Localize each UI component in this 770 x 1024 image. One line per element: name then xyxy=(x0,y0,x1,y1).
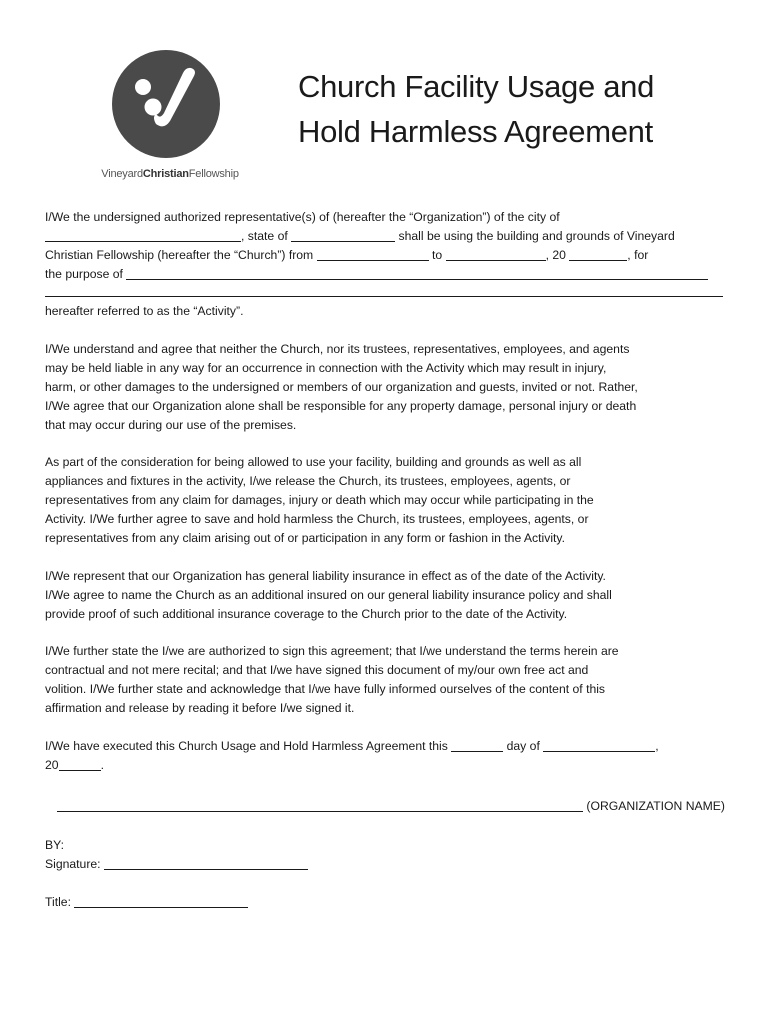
title-line-2: Hold Harmless Agreement xyxy=(298,114,653,149)
state-label: , state of xyxy=(241,229,288,243)
intro-line-3 xyxy=(45,246,725,265)
execution-day-field[interactable] xyxy=(451,738,503,752)
executed-text: I/We have executed this Church Usage and Hold Harmless Agreement this xyxy=(45,738,448,753)
by-label: BY: xyxy=(45,837,64,852)
intro-line-2-text: shall be using the building and grounds of Vineyard xyxy=(398,229,675,243)
logo-text-vineyard: Vineyard xyxy=(101,168,143,180)
vineyard-logo-mark xyxy=(112,50,220,158)
vineyard-logo-wordmark xyxy=(85,168,255,180)
intro-line-6: hereafter referred to as the “Activity”. xyxy=(45,304,244,318)
intro-line-1: I/We the undersigned authorized representative(s) of (hereafter the “Organization”) of the city of xyxy=(45,210,560,224)
title-field[interactable] xyxy=(74,894,248,908)
agreement-body xyxy=(45,208,725,912)
from-date-field[interactable] xyxy=(317,247,429,261)
purpose-field-continuation[interactable] xyxy=(45,284,723,297)
organization-name-field[interactable] xyxy=(57,798,583,812)
paragraph-line: I/We agree that our Organization alone shall be responsible for any property damage, personal injury or death xyxy=(45,398,637,413)
logo-text-fellowship: Fellowship xyxy=(188,168,239,180)
paragraph-line: that may occur during our use of the premises. xyxy=(45,417,297,432)
paragraph-line: I/We agree to name the Church as an additional insured on our general liability insurance policy and shall xyxy=(45,587,612,602)
execution-line-1 xyxy=(45,737,725,756)
paragraph-line: As part of the consideration for being allowed to use your facility, building and grounds as well as all xyxy=(45,455,582,469)
title-label: Title: xyxy=(45,894,71,909)
paragraph-line: Activity. I/We further agree to save and hold harmless the Church, its trustees, employees, agents, or xyxy=(45,512,589,526)
paragraph-line: I/We represent that our Organization has general liability insurance in effect as of the date of the Activity. xyxy=(45,568,606,583)
paragraph-line: representatives from any claim arising out of or participation in any form or fashion in the Activity. xyxy=(45,531,566,545)
purpose-field[interactable] xyxy=(126,266,708,280)
comma-label: , xyxy=(655,738,659,753)
to-date-field[interactable] xyxy=(446,247,546,261)
execution-statement xyxy=(45,737,725,775)
from-label: Christian Fellowship (hereafter the “Church”) from xyxy=(45,248,314,262)
year-prefix-label: , 20 xyxy=(545,248,566,262)
title-field-line xyxy=(45,893,725,912)
organization-name-label: (ORGANIZATION NAME) xyxy=(586,798,725,813)
intro-line-2 xyxy=(45,227,725,246)
execution-month-field[interactable] xyxy=(543,738,655,752)
paragraph-release xyxy=(45,453,725,548)
paragraph-line: affirmation and release by reading it before I/we signed it. xyxy=(45,701,355,715)
paragraph-liability xyxy=(45,340,725,435)
execution-line-2 xyxy=(45,756,725,775)
title-line-1: Church Facility Usage and xyxy=(298,69,655,104)
paragraph-line: I/We further state the I/we are authorized to sign this agreement; that I/we understand the terms herein are xyxy=(45,644,619,658)
logo-text-christian: Christian xyxy=(142,168,189,180)
purpose-label: the purpose of xyxy=(45,267,123,281)
year-field[interactable] xyxy=(569,247,627,261)
paragraph-line: may be held liable in any way for an occurrence in connection with the Activity which may result in injury, xyxy=(45,360,607,375)
intro-line-4 xyxy=(45,265,725,284)
paragraph-line: volition. I/We further state and acknowledge that I/we have fully informed ourselves of the content of this xyxy=(45,682,606,696)
day-of-label: day of xyxy=(506,738,540,753)
signature-line xyxy=(45,855,725,874)
year-label: 20 xyxy=(45,757,59,772)
signature-field[interactable] xyxy=(104,856,308,870)
to-label: to xyxy=(432,248,443,262)
organization-name-line xyxy=(45,797,725,816)
checkmark-logo-icon xyxy=(112,50,220,158)
paragraph-authorization xyxy=(45,642,725,718)
state-field[interactable] xyxy=(291,228,395,242)
execution-year-field[interactable] xyxy=(59,757,101,771)
paragraph-line: harm, or other damages to the undersigned or members of our organization and guests, invited or not. Rather, xyxy=(45,379,638,394)
paragraph-line: I/We understand and agree that neither the Church, nor its trustees, representatives, employees, and agents xyxy=(45,341,630,356)
paragraph-line: appliances and fixtures in the activity, I/we release the Church, its trustees, employees, agents, or xyxy=(45,474,571,488)
paragraph-insurance xyxy=(45,567,725,624)
city-field[interactable] xyxy=(45,228,241,242)
paragraph-line: provide proof of such additional insurance coverage to the Church prior to the date of the Activity. xyxy=(45,606,568,621)
paragraph-line: representatives from any claim for damages, injury or death which may occur while participating in the xyxy=(45,493,594,507)
period-label: . xyxy=(100,757,104,772)
signature-label: Signature: xyxy=(45,856,101,871)
document-title xyxy=(298,64,738,154)
paragraph-line: contractual and not mere recital; and that I/we have signed this document of my/our own free act and xyxy=(45,663,589,677)
for-label: , for xyxy=(627,248,649,262)
